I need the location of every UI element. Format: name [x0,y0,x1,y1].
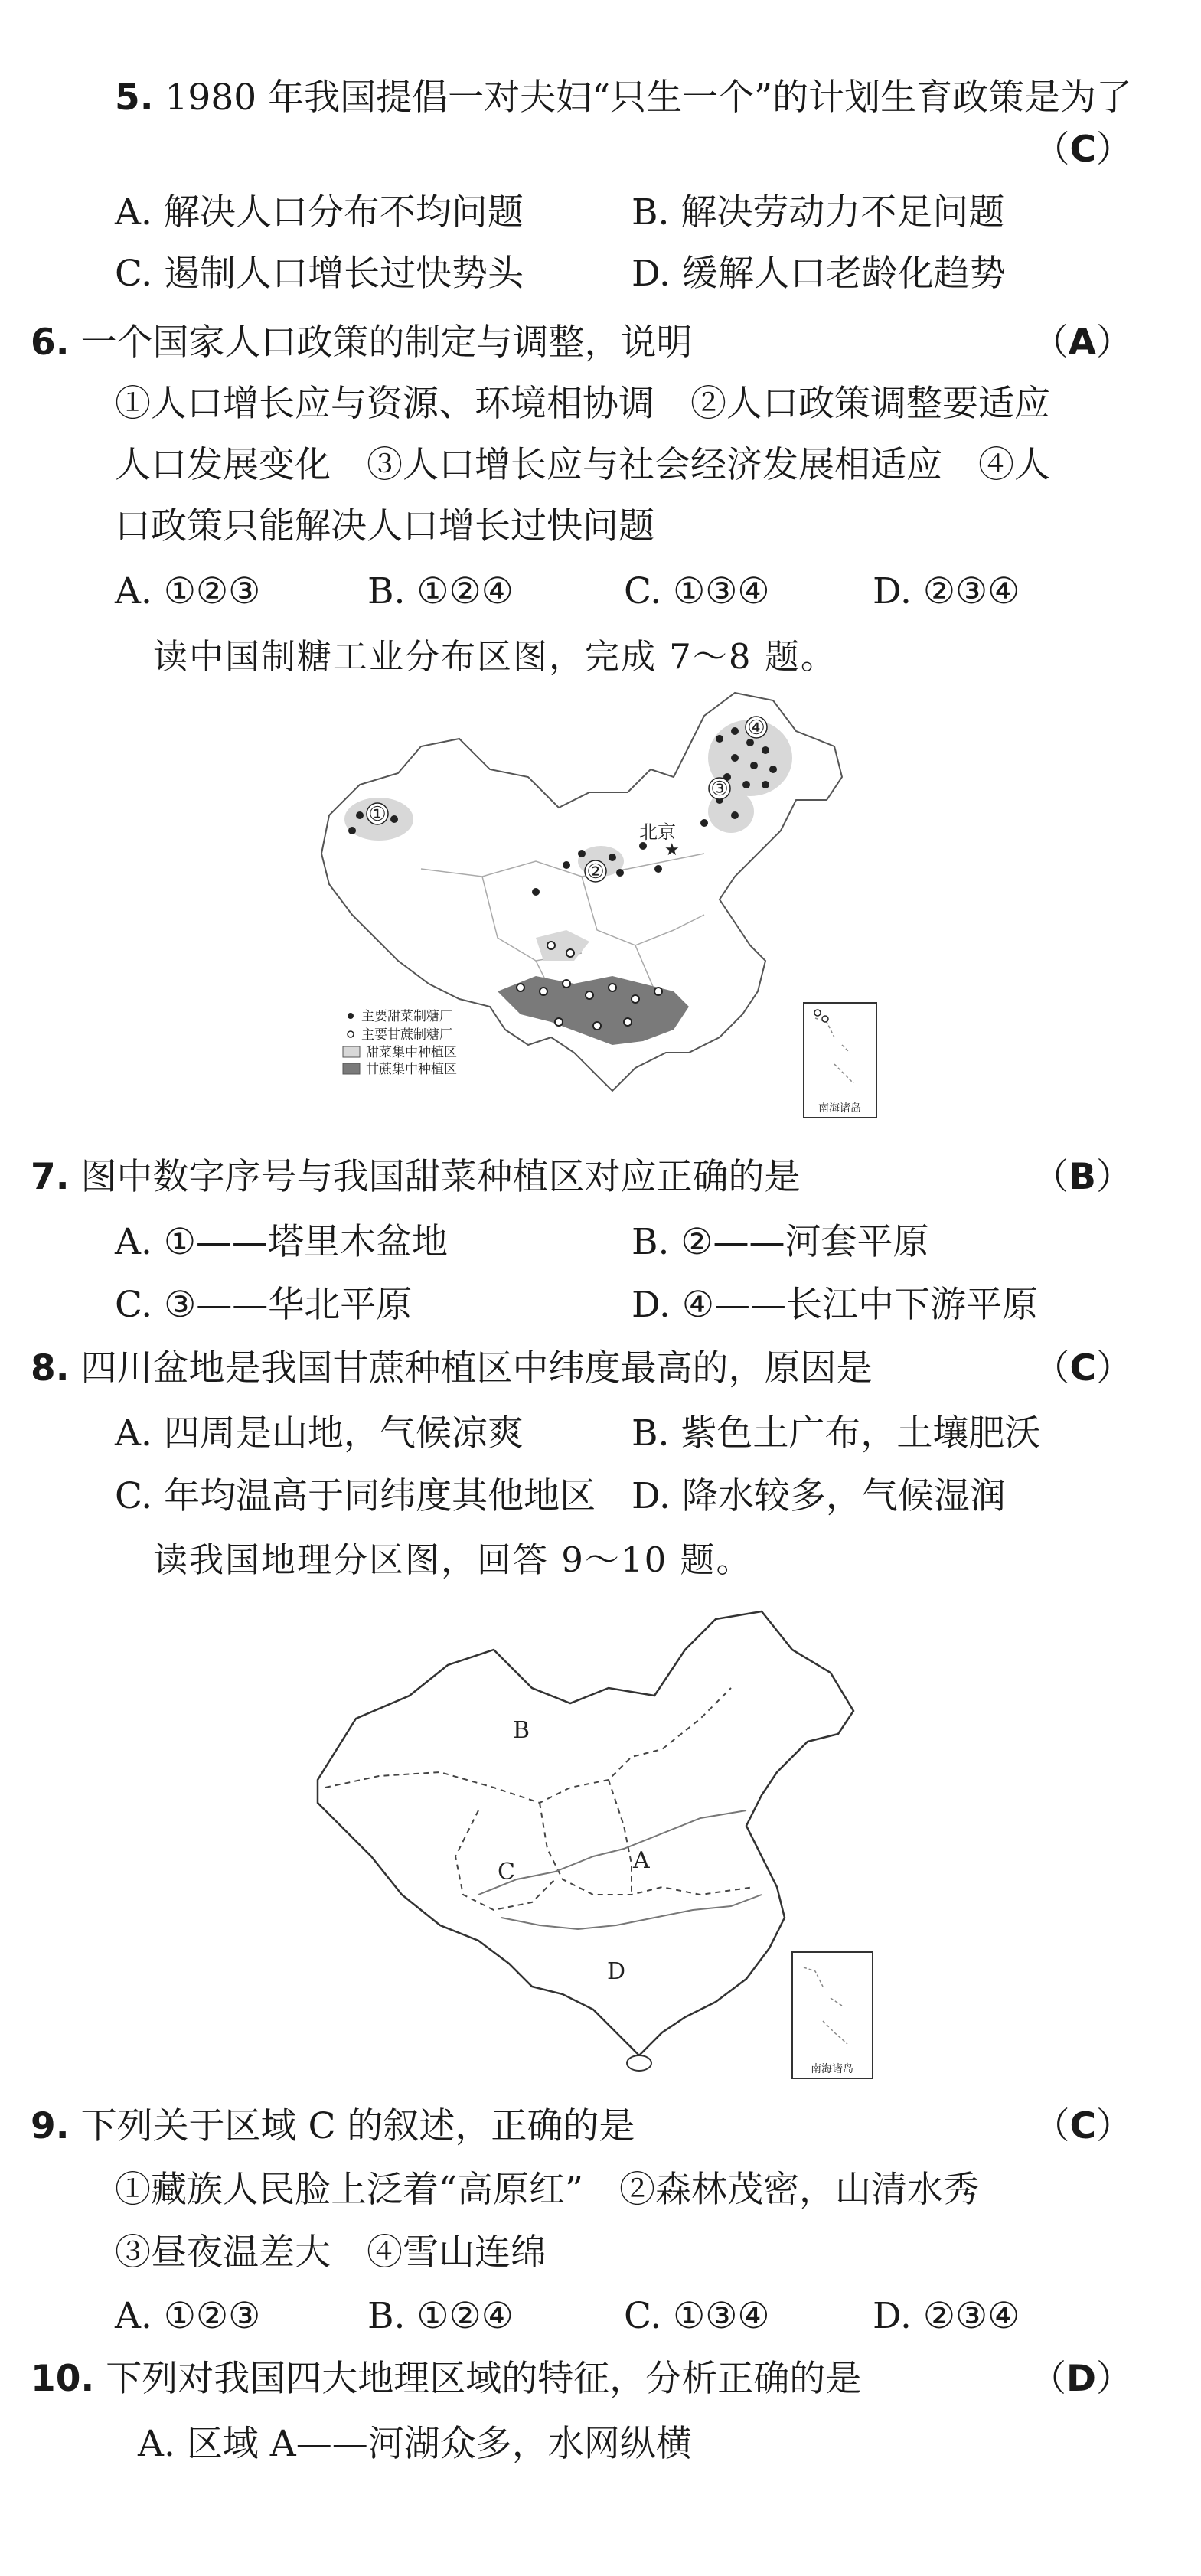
question-10-line-1 [31,2354,861,2405]
marker-1: ① [368,803,387,826]
question-text: 下列关于区域 C 的叙述，正确的是 [80,2105,635,2147]
question-number: 5. [115,77,154,119]
option: A. ①——塔里木盆地 [115,1221,448,1263]
legend-cane-factory: 主要甘蔗制糖厂 [361,1027,452,1043]
option: B. 紫色土广布，土壤肥沃 [632,1412,1041,1455]
answer-blank-5: （C） [1033,129,1132,171]
question-6-line-4: 口政策只能解决人口增长过快问题 [115,505,654,547]
answer-value: C [1069,1347,1096,1389]
legend-beet-area: 甜菜集中种植区 [366,1045,457,1060]
legend-beet-factory: 主要甜菜制糖厂 [361,1009,452,1024]
question-text: 下列对我国四大地理区域的特征，分析正确的是 [106,2358,862,2400]
option: A. 区域 A——河湖众多，水网纵横 [138,2423,692,2465]
region-label-c: C [498,1859,515,1885]
marker-3: ③ [710,778,729,801]
intro-9-10: 读我国地理分区图，回答 9～10 题。 [153,1539,752,1580]
question-number: 7. [31,1156,70,1198]
capital-star-icon: ★ [664,841,680,860]
city-label-beijing: 北京 [639,821,676,843]
question-6-line-3: 人口发展变化 ③人口增长应与社会经济发展相适应 ④人 [115,444,1050,486]
answer-blank-9: （C） [1033,2105,1132,2147]
option: B. ①②④ [367,570,514,612]
question-number: 6. [31,322,70,364]
option: A. 四周是山地，气候凉爽 [115,1412,524,1455]
option: D. 降水较多，气候湿润 [632,1475,1006,1517]
intro-7-8: 读中国制糖工业分布区图，完成 7～8 题。 [153,636,837,677]
question-5-line-1 [115,73,1132,123]
marker-2: ② [586,860,605,883]
answer-blank-6: （A） [1032,322,1132,364]
option: D. 缓解人口老龄化趋势 [632,253,1006,295]
question-9-line-1 [31,2101,635,2152]
answer-value: D [1066,2358,1096,2400]
question-text: 1980 年我国提倡一对夫妇“只生一个”的计划生育政策是为了 [165,77,1133,119]
question-text: 一个国家人口政策的制定与调整，说明 [80,322,693,364]
option: C. 遏制人口增长过快势头 [115,253,524,295]
question-9-line-3: ③昼夜温差大 ④雪山连绵 [115,2232,547,2274]
option: A. ①②③ [115,2295,261,2337]
south-china-sea-inset [792,1952,873,2078]
option: D. ②③④ [873,570,1020,612]
option: C. ③——华北平原 [115,1284,413,1326]
option: D. ④——长江中下游平原 [632,1284,1039,1326]
option: B. ②——河套平原 [632,1221,929,1263]
marker-4: ④ [747,717,765,739]
answer-value: C [1069,129,1096,171]
answer-blank-8: （C） [1033,1347,1132,1389]
option: D. ②③④ [873,2295,1020,2337]
china-outline [318,1611,853,2055]
geographic-regions-map [302,1604,888,2086]
option: A. ①②③ [115,570,261,612]
hainan-island [627,2055,651,2071]
region-label-a: A [633,1847,650,1874]
option: B. 解决劳动力不足问题 [632,191,1005,233]
question-6-line-2: ①人口增长应与资源、环境相协调 ②人口政策调整要适应 [115,383,1050,425]
question-number: 8. [31,1347,70,1389]
question-8-line-1 [31,1344,873,1394]
map-legend [343,1009,457,1077]
inset-label: 南海诸岛 [818,1102,861,1115]
region-label-b: B [513,1717,530,1744]
option: C. ①③④ [624,570,770,612]
question-text: 四川盆地是我国甘蔗种植区中纬度最高的，原因是 [80,1347,873,1389]
answer-value: B [1069,1156,1096,1198]
question-9-line-2: ①藏族人民脸上泛着“高原红” ②森林茂密，山清水秀 [115,2169,980,2211]
region-label-d: D [607,1958,626,1985]
question-number: 9. [31,2105,70,2147]
option: C. 年均温高于同纬度其他地区 [115,1475,596,1517]
answer-value: A [1068,322,1096,364]
sugar-industry-map [306,685,896,1137]
south-china-sea-inset [804,1003,876,1118]
answer-value: C [1069,2105,1096,2147]
question-6-line-1 [31,318,693,368]
inset-label: 南海诸岛 [811,2063,853,2075]
question-number: 10. [31,2358,95,2400]
question-text: 图中数字序号与我国甜菜种植区对应正确的是 [80,1156,801,1198]
option: C. ①③④ [624,2295,770,2337]
option: A. 解决人口分布不均问题 [115,191,524,233]
legend-cane-area: 甘蔗集中种植区 [366,1062,457,1077]
answer-blank-10: （D） [1030,2358,1132,2400]
answer-blank-7: （B） [1033,1156,1132,1198]
question-7-line-1 [31,1152,801,1203]
option: B. ①②④ [367,2295,514,2337]
